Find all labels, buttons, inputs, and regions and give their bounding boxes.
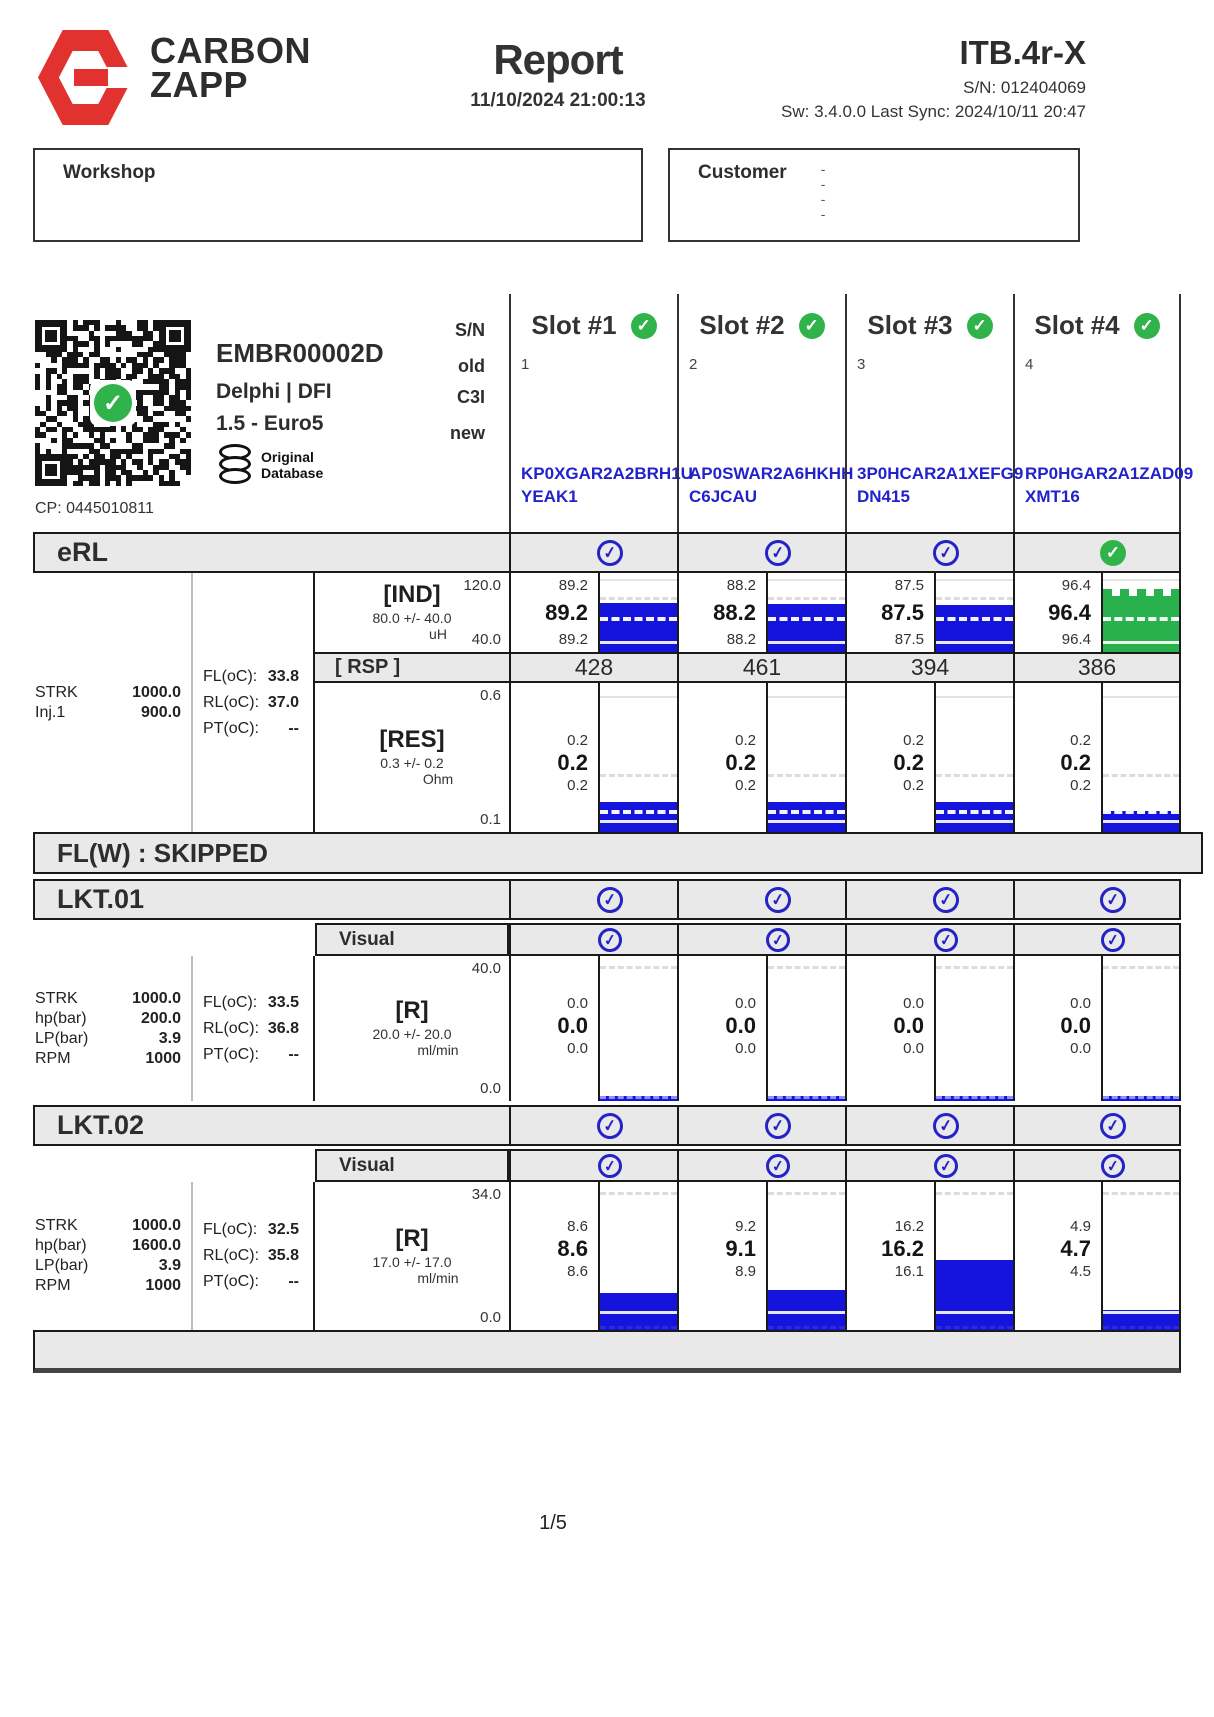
value-max: 0.0 xyxy=(903,994,924,1012)
page-title: Report xyxy=(493,36,623,83)
value-max: 0.0 xyxy=(1070,994,1091,1012)
check-icon: ✓ xyxy=(595,885,624,914)
param-value: 1000 xyxy=(145,1049,181,1067)
slot-3-title: Slot #3 xyxy=(867,310,953,340)
slot-header-row xyxy=(33,267,1194,532)
bar-chart xyxy=(598,956,677,1101)
customer-box xyxy=(668,148,1080,242)
check-icon: ✓ xyxy=(764,1152,791,1179)
value-max: 88.2 xyxy=(726,577,756,594)
param-value: 200.0 xyxy=(140,1009,181,1027)
section-erl-header xyxy=(33,532,1181,573)
bar-chart xyxy=(1101,573,1179,652)
value-avg: 8.6 xyxy=(557,1236,588,1261)
value-max: 0.0 xyxy=(567,994,588,1012)
lkt01-slot3-status xyxy=(845,881,1013,918)
report-datetime: 11/10/2024 21:00:13 xyxy=(470,90,646,111)
slot-code-line2: C6JCAU xyxy=(689,487,758,506)
bar-chart xyxy=(1101,956,1179,1101)
slot-code-line2: DN415 xyxy=(857,487,910,506)
slot-2-number: 2 xyxy=(689,356,698,373)
res-slot4-cell xyxy=(1013,683,1181,832)
slot-2-code xyxy=(689,462,853,508)
customer-lines xyxy=(821,150,826,240)
customer-line: - xyxy=(820,161,826,177)
section-erl-title: eRL xyxy=(57,537,109,567)
value-avg: 4.7 xyxy=(1060,1236,1091,1261)
slot-1-title: Slot #1 xyxy=(531,310,617,340)
temp-value: 36.8 xyxy=(267,1019,299,1037)
value-avg: 96.4 xyxy=(1048,599,1091,625)
check-icon: ✓ xyxy=(596,926,623,953)
injector-model: EMBR00002D xyxy=(216,338,384,368)
workshop-box xyxy=(33,148,643,242)
check-icon: ✓ xyxy=(1099,1152,1126,1179)
lkt02-visual-label: Visual xyxy=(315,1149,509,1182)
rsp-slot2-value: 461 xyxy=(677,652,845,683)
param-value: 1000.0 xyxy=(132,989,181,1007)
param-value: 1000 xyxy=(145,1277,181,1294)
rsp-slot1-value: 428 xyxy=(509,652,677,683)
res-slot2-cell xyxy=(677,683,845,832)
database-icon xyxy=(219,444,251,486)
value-max: 0.2 xyxy=(903,731,924,749)
lkt01-slot2-status xyxy=(677,881,845,918)
database-label-line1: Original xyxy=(261,449,314,465)
param-label: LP(bar) xyxy=(35,1029,89,1047)
value-max: 4.9 xyxy=(1070,1218,1091,1235)
temp-value: -- xyxy=(288,1045,299,1063)
customer-line: - xyxy=(820,176,826,192)
ind-test-label xyxy=(315,573,509,652)
erl-measurements xyxy=(33,573,1181,832)
value-avg: 0.2 xyxy=(1060,749,1091,775)
lkt02-r-slot4-cell xyxy=(1013,1182,1181,1330)
injector-info xyxy=(33,294,509,532)
lkt02-slot4-status xyxy=(1013,1107,1179,1144)
temp-value: -- xyxy=(288,1273,299,1290)
lkt01-temps xyxy=(193,956,315,1101)
value-min: 8.9 xyxy=(735,1263,756,1280)
res-slot1-cell xyxy=(509,683,677,832)
slot-code-line2: XMT16 xyxy=(1025,487,1080,506)
temp-value: -- xyxy=(288,719,299,737)
check-icon: ✓ xyxy=(1099,926,1126,953)
slot-code-line1: AP0SWAR2A6HKHH xyxy=(689,464,854,483)
test-unit: ml/min xyxy=(417,1042,459,1058)
value-min: 0.0 xyxy=(903,1039,924,1057)
lkt02-r-slot3-cell xyxy=(845,1182,1013,1330)
erl-params xyxy=(33,573,193,832)
scale-min: 40.0 xyxy=(471,631,501,648)
ind-slot4-cell xyxy=(1013,573,1181,652)
value-max: 0.0 xyxy=(735,994,756,1012)
value-max: 8.6 xyxy=(567,1218,588,1235)
lkt01-r-slot4-cell xyxy=(1013,956,1181,1101)
section-lkt02-title: LKT.02 xyxy=(57,1110,145,1140)
temp-label: PT(oC): xyxy=(203,1045,259,1063)
value-avg: 0.2 xyxy=(725,749,756,775)
param-value: 900.0 xyxy=(140,703,181,721)
cp-number: CP: 0445010811 xyxy=(35,500,154,517)
value-avg: 89.2 xyxy=(545,599,588,625)
value-min: 89.2 xyxy=(558,631,588,648)
test-unit: uH xyxy=(429,626,447,642)
lkt01-visual-label: Visual xyxy=(315,923,509,956)
value-max: 89.2 xyxy=(558,577,588,594)
rsp-slot4-value: 386 xyxy=(1013,652,1181,683)
value-avg: 88.2 xyxy=(713,599,756,625)
value-min: 0.0 xyxy=(735,1039,756,1057)
value-avg: 0.0 xyxy=(557,1012,588,1038)
customer-line: - xyxy=(820,206,826,222)
scale-max: 0.6 xyxy=(480,687,501,704)
qr-verified-badge xyxy=(90,380,136,426)
res-test-label xyxy=(315,683,509,832)
value-avg: 0.2 xyxy=(893,749,924,775)
value-min: 4.5 xyxy=(1070,1263,1091,1280)
bar-chart xyxy=(1101,1182,1179,1330)
temp-value: 35.8 xyxy=(267,1247,299,1264)
value-max: 0.2 xyxy=(1070,731,1091,749)
check-icon: ✓ xyxy=(763,885,792,914)
slot-2-title: Slot #2 xyxy=(699,310,785,340)
check-icon: ✓ xyxy=(931,1111,960,1140)
param-value: 3.9 xyxy=(158,1257,181,1274)
value-min: 0.2 xyxy=(735,776,756,794)
param-label: STRK xyxy=(35,683,78,701)
sn-label: S/N xyxy=(454,320,485,340)
check-icon: ✓ xyxy=(1134,313,1160,339)
brand-line2: ZAPP xyxy=(150,64,249,105)
bar-chart xyxy=(766,573,845,652)
bar-chart xyxy=(1101,683,1179,832)
lkt02-visual-row xyxy=(33,1149,1181,1182)
param-label: STRK xyxy=(35,1217,78,1234)
value-avg: 9.1 xyxy=(725,1236,756,1261)
check-icon: ✓ xyxy=(1100,540,1126,566)
slot-1-number: 1 xyxy=(521,356,530,373)
database-badge xyxy=(219,444,323,486)
check-icon: ✓ xyxy=(932,1152,959,1179)
results-table xyxy=(33,267,1194,1373)
spacer xyxy=(33,923,315,956)
param-value: 1600.0 xyxy=(132,1237,181,1254)
bar-chart xyxy=(598,573,677,652)
slot-code-line2: YEAK1 xyxy=(521,487,578,506)
rsp-test-label: [ RSP ] xyxy=(315,652,509,683)
temp-label: RL(oC): xyxy=(203,693,260,711)
param-label: LP(bar) xyxy=(35,1257,89,1274)
bar-chart xyxy=(598,683,677,832)
check-icon: ✓ xyxy=(1098,1111,1127,1140)
report-header xyxy=(38,28,1186,143)
check-icon: ✓ xyxy=(595,538,624,567)
temp-value: 33.8 xyxy=(267,667,299,685)
test-unit: ml/min xyxy=(417,1269,459,1286)
erl-slot4-status xyxy=(1013,534,1179,571)
slot-1-code xyxy=(521,462,693,508)
test-tolerance: 20.0 +/- 20.0 xyxy=(372,1026,452,1042)
value-avg: 87.5 xyxy=(881,599,924,625)
param-label: hp(bar) xyxy=(35,1237,87,1254)
value-max: 87.5 xyxy=(894,577,924,594)
lkt01-r-slot2-cell xyxy=(677,956,845,1101)
lkt01-slot1-status xyxy=(509,881,677,918)
value-min: 96.4 xyxy=(1061,631,1091,648)
bar-chart xyxy=(766,1182,845,1330)
qr-code xyxy=(33,318,193,488)
temp-value: 37.0 xyxy=(267,693,299,711)
software-sync-info: Sw: 3.4.0.0 Last Sync: 2024/10/11 20:47 xyxy=(781,102,1086,121)
table-footer-band xyxy=(33,1330,1181,1373)
slot-3-header xyxy=(845,294,1024,532)
temp-value: 32.5 xyxy=(267,1221,299,1238)
check-icon: ✓ xyxy=(931,538,960,567)
test-name: [RES] xyxy=(379,726,445,753)
qr-finder-icon xyxy=(159,320,191,352)
erl-slot2-status xyxy=(677,534,845,571)
qr-finder-icon xyxy=(35,320,67,352)
value-min: 87.5 xyxy=(894,631,924,648)
param-label: Inj.1 xyxy=(35,703,66,721)
customer-label: Customer xyxy=(698,162,787,183)
check-icon: ✓ xyxy=(763,538,792,567)
injector-engine: 1.5 - Euro5 xyxy=(216,412,324,435)
param-label: RPM xyxy=(35,1049,71,1067)
lkt02-slot2-status xyxy=(677,1107,845,1144)
erl-slot3-status xyxy=(845,534,1013,571)
test-name: [R] xyxy=(395,1224,429,1252)
slot-code-line1: 3P0HCAR2A1XEFG9 xyxy=(857,464,1024,483)
check-icon: ✓ xyxy=(595,1111,624,1140)
slot-4-code xyxy=(1025,462,1193,508)
check-icon: ✓ xyxy=(763,1111,792,1140)
lkt02-r-slot1-cell xyxy=(509,1182,677,1330)
customer-line: - xyxy=(820,191,826,207)
test-name: [R] xyxy=(395,997,429,1024)
test-tolerance: 0.3 +/- 0.2 xyxy=(380,755,444,771)
check-icon: ✓ xyxy=(967,313,993,339)
value-avg: 0.0 xyxy=(725,1012,756,1038)
lkt02-r-slot2-cell xyxy=(677,1182,845,1330)
temp-value: 33.5 xyxy=(267,993,299,1011)
res-slot3-cell xyxy=(845,683,1013,832)
bar-chart xyxy=(934,1182,1013,1330)
erl-slot1-status xyxy=(509,534,677,571)
param-label: RPM xyxy=(35,1277,71,1294)
slot-4-title: Slot #4 xyxy=(1034,310,1120,340)
lkt01-r-slot3-cell xyxy=(845,956,1013,1101)
value-avg: 0.2 xyxy=(557,749,588,775)
test-unit: Ohm xyxy=(422,771,454,787)
scale-min: 0.0 xyxy=(480,1080,501,1097)
new-label: new xyxy=(449,423,485,443)
bar-chart xyxy=(934,573,1013,652)
database-label-line2: Database xyxy=(261,465,324,481)
value-min: 88.2 xyxy=(726,631,756,648)
lkt02-temps xyxy=(193,1182,315,1330)
scale-min: 0.0 xyxy=(480,1309,501,1326)
value-min: 0.2 xyxy=(903,776,924,794)
temp-label: PT(oC): xyxy=(203,719,259,737)
erl-temps xyxy=(193,573,315,832)
lkt01-visual-row xyxy=(33,923,1181,956)
device-serial: S/N: 012404069 xyxy=(963,78,1086,97)
slot-3-code xyxy=(857,462,1023,508)
c3i-label: C3I xyxy=(456,387,485,407)
slot-code-line1: RP0HGAR2A1ZAD09 xyxy=(1025,464,1194,483)
value-max: 9.2 xyxy=(735,1218,756,1235)
lkt02-params xyxy=(33,1182,193,1330)
page-number: 1/5 xyxy=(539,1512,567,1534)
value-max: 96.4 xyxy=(1061,577,1091,594)
check-icon: ✓ xyxy=(94,384,132,422)
section-lkt01-title: LKT.01 xyxy=(57,884,145,914)
slot-1-header xyxy=(509,294,693,532)
temp-label: RL(oC): xyxy=(203,1247,260,1264)
slot-code-line1: KP0XGAR2A2BRH1U xyxy=(521,464,693,483)
param-value: 1000.0 xyxy=(132,683,181,701)
value-min: 16.1 xyxy=(894,1263,924,1280)
qr-finder-icon xyxy=(35,454,67,486)
slot-3-number: 3 xyxy=(857,356,866,373)
value-max: 0.2 xyxy=(735,731,756,749)
check-icon: ✓ xyxy=(932,926,959,953)
lkt02-r-test-label xyxy=(315,1182,509,1330)
lkt01-params xyxy=(33,956,193,1101)
value-max: 0.2 xyxy=(567,731,588,749)
section-flw-skipped: FL(W) : SKIPPED xyxy=(33,832,1203,874)
param-label: STRK xyxy=(35,989,78,1007)
lkt01-r-slot1-cell xyxy=(509,956,677,1101)
temp-label: RL(oC): xyxy=(203,1019,260,1037)
param-value: 1000.0 xyxy=(132,1217,181,1234)
check-icon: ✓ xyxy=(764,926,791,953)
ind-slot1-cell xyxy=(509,573,677,652)
value-avg: 0.0 xyxy=(1060,1012,1091,1038)
value-max: 16.2 xyxy=(894,1218,924,1235)
slot-4-header xyxy=(1013,294,1194,532)
value-avg: 16.2 xyxy=(881,1236,924,1261)
bar-chart xyxy=(766,956,845,1101)
value-min: 0.0 xyxy=(1070,1039,1091,1057)
rsp-slot3-value: 394 xyxy=(845,652,1013,683)
section-lkt02-header xyxy=(33,1105,1181,1146)
old-label: old xyxy=(458,356,485,376)
check-icon: ✓ xyxy=(1098,885,1127,914)
device-name: ITB.4r-X xyxy=(959,34,1086,71)
lkt02-measurements xyxy=(33,1182,1181,1330)
temp-label: FL(oC): xyxy=(203,667,258,685)
spacer xyxy=(33,1149,315,1182)
brand-line1: CARBON xyxy=(150,30,311,71)
lkt01-slot4-status xyxy=(1013,881,1179,918)
temp-label: FL(oC): xyxy=(203,993,258,1011)
value-min: 0.0 xyxy=(567,1039,588,1057)
param-value: 3.9 xyxy=(158,1029,181,1047)
value-min: 0.2 xyxy=(567,776,588,794)
value-min: 0.2 xyxy=(1070,776,1091,794)
lkt02-slot3-status xyxy=(845,1107,1013,1144)
lkt01-measurements xyxy=(33,956,1181,1101)
scale-max: 120.0 xyxy=(463,577,501,594)
test-tolerance: 17.0 +/- 17.0 xyxy=(372,1253,452,1270)
check-icon: ✓ xyxy=(931,885,960,914)
param-label: hp(bar) xyxy=(35,1009,87,1027)
scale-min: 0.1 xyxy=(480,811,501,828)
lkt01-r-test-label xyxy=(315,956,509,1101)
value-avg: 0.0 xyxy=(893,1012,924,1038)
bar-chart xyxy=(766,683,845,832)
test-tolerance: 80.0 +/- 40.0 xyxy=(372,610,452,626)
test-name: [IND] xyxy=(383,581,441,608)
check-icon: ✓ xyxy=(596,1152,623,1179)
workshop-label: Workshop xyxy=(63,162,156,183)
slot-4-number: 4 xyxy=(1025,356,1034,373)
bar-chart xyxy=(934,683,1013,832)
scale-max: 34.0 xyxy=(471,1186,501,1203)
section-lkt01-header xyxy=(33,879,1181,920)
lkt02-slot1-status xyxy=(509,1107,677,1144)
temp-label: FL(oC): xyxy=(203,1221,258,1238)
check-icon: ✓ xyxy=(631,313,657,339)
bar-chart xyxy=(598,1182,677,1330)
value-min: 8.6 xyxy=(567,1263,588,1280)
ind-slot2-cell xyxy=(677,573,845,652)
slot-2-header xyxy=(677,294,854,532)
ind-slot3-cell xyxy=(845,573,1013,652)
bar-chart xyxy=(934,956,1013,1101)
injector-brand: Delphi | DFI xyxy=(216,380,332,403)
check-icon: ✓ xyxy=(799,313,825,339)
scale-max: 40.0 xyxy=(471,960,501,977)
temp-label: PT(oC): xyxy=(203,1273,259,1290)
